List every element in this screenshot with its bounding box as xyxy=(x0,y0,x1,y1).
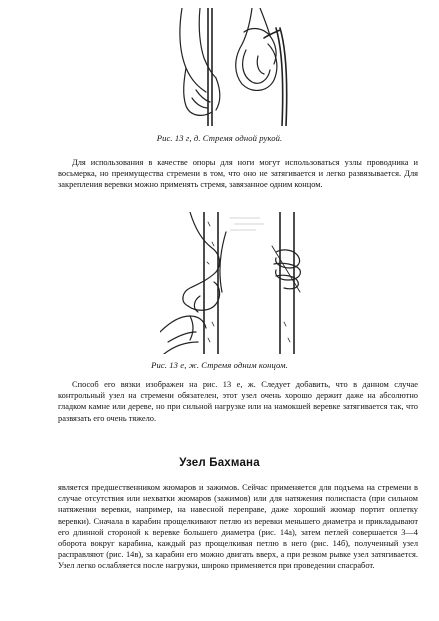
knot-illustration-13ez xyxy=(160,212,310,354)
paragraph-tying-method xyxy=(58,379,418,424)
figure-caption-13gd: Рис. 13 г, д. Стремя одной рукой. xyxy=(156,133,283,143)
knot-illustration-13gd xyxy=(160,8,300,126)
paragraph-bachmann-knot xyxy=(58,482,418,572)
paragraph-stirrup-use xyxy=(58,157,418,191)
section-heading: Узел Бахмана xyxy=(179,457,260,469)
paragraph-text: Для использования в качестве опоры для ноги могут использоваться узлы проводника и восьмерка, но преимущества стремени в том, что оно не затягивается и легко развязывается. Для закрепления веревки можно применять стремя, завязанное одним концом. xyxy=(58,158,418,190)
paragraph-text: является предшественником жюмаров и зажимов. Сейчас применяется для подъема на стремени в случае отсутствия или нехватки жюмаров (зажимов) или для натяжения полиспаста (при сильном натяжении веревки, например, на навесной переправе, даже хороший жюмар портит оплетку веревки). Сначала в карабин прощелкивают петлю из веревки меньшего диаметра и прикладывают его длинной стороной к веревке большего диаметра (рис. 14а), затем петлей совершается 3—4 оборота вокруг карабина, каждый раз прощелкивая петлю в него (рис. 14б), полученный узел расправляют (рис. 14в), за карабин его можно двигать вверх, а при резком рывке узел затягивается. Узел легко ослабляется после нагрузки, широко применяется при проведении спасработ. xyxy=(58,483,418,571)
figure-caption-13ez: Рис. 13 е, ж. Стремя одним концом. xyxy=(151,360,288,370)
paragraph-text: Способ его вязки изображен на рис. 13 е, ж. Следует добавить, что в данном случае контрольный узел на стремени обязателен, этот узел очень хорошо держит даже на абсолютно гладком камне или дереве, но при сильной нагрузке или на намокшей веревке затягивается так, что развязать его очень тяжело. xyxy=(58,380,418,423)
